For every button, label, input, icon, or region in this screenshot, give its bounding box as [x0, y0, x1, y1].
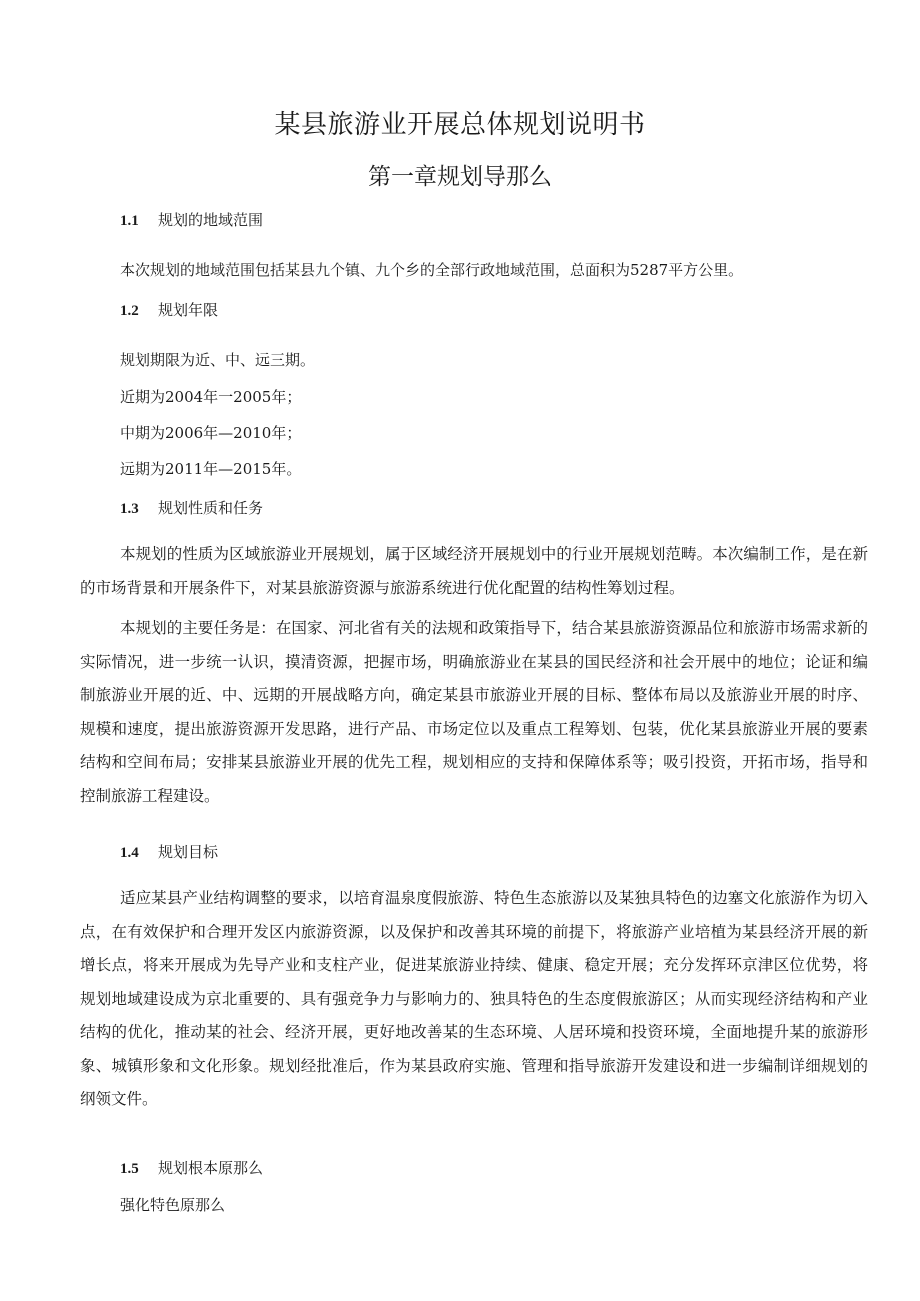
- section-heading-1-1: [120, 210, 263, 231]
- section-heading-1-4: [120, 842, 218, 863]
- section-number: 1.1: [120, 213, 139, 229]
- section-heading-1-2: [120, 300, 218, 321]
- section-title: 规划性质和任务: [158, 499, 264, 517]
- section-number: 1.3: [120, 501, 139, 517]
- chapter-heading: 第一章规划导那么: [368, 164, 552, 190]
- section-1-4-paragraph: 适应某县产业结构调整的要求，以培育温泉度假旅游、特色生态旅游以及某独具特色的边塞文化旅游作为切入点，在有效保护和合理开发区内旅游资源，以及保护和改善其环境的前提下，将旅游产业培植为某县经济开展的新增长点，将来开展成为先导产业和支柱产业，促进某旅游业持续、健康、稳定开展；充分发挥环京津区位优势，将规划地域建设成为京北重要的、具有强竞争力与影响力的、独具特色的生态度假旅游区；从而实现经济结构和产业结构的优化，推动某的社会、经济开展，更好地改善某的生态环境、人居环境和投资环境，全面地提升某的旅游形象、城镇形象和文化形象。规划经批准后，作为某县政府实施、管理和指导旅游开发建设和进一步编制详细规划的纲领文件。: [80, 889, 868, 1108]
- section-heading-1-3: [120, 498, 263, 519]
- period-line: 规划期限为近、中、远三期。: [120, 351, 316, 369]
- section-1-1-text: 本次规划的地域范围包括某县九个镇、九个乡的全部行政地域范围，总面积为5287平方公里。: [120, 261, 744, 279]
- section-title: 规划目标: [158, 843, 219, 861]
- section-title: 规划的地域范围: [158, 211, 264, 229]
- section-1-3-paragraph-2: 本规划的主要任务是：在国家、河北省有关的法规和政策指导下，结合某县旅游资源品位和旅游市场需求新的实际情况，进一步统一认识，摸清资源，把握市场，明确旅游业在某县的国民经济和社会开展中的地位；论证和编制旅游业开展的近、中、远期的开展战略方向，确定某县市旅游业开展的目标、整体布局以及旅游业开展的时序、规模和速度，提出旅游资源开发思路，进行产品、市场定位以及重点工程筹划、包装，优化某县旅游业开展的要素结构和空间布局；安排某县旅游业开展的优先工程，规划相应的支持和保障体系等；吸引投资，开拓市场，指导和控制旅游工程建设。: [80, 619, 868, 805]
- section-title: 规划根本原那么: [158, 1159, 264, 1177]
- period-line: 近期为2004年一2005年；: [120, 388, 302, 406]
- section-heading-1-5: [120, 1158, 263, 1179]
- period-line: 中期为2006年—2010年；: [120, 424, 302, 442]
- section-number: 1.2: [120, 303, 139, 319]
- section-title: 规划年限: [158, 301, 219, 319]
- period-line: 远期为2011年—2015年。: [120, 460, 302, 478]
- section-number: 1.5: [120, 1161, 139, 1177]
- section-1-3-paragraph-1: 本规划的性质为区域旅游业开展规划，属于区域经济开展规划中的行业开展规划范畴。本次编制工作，是在新的市场背景和开展条件下，对某县旅游资源与旅游系统进行优化配置的结构性筹划过程。: [80, 545, 868, 597]
- document-title: 某县旅游业开展总体规划说明书: [274, 110, 646, 140]
- section-number: 1.4: [120, 845, 139, 861]
- principle-line: 强化特色原那么: [120, 1196, 226, 1214]
